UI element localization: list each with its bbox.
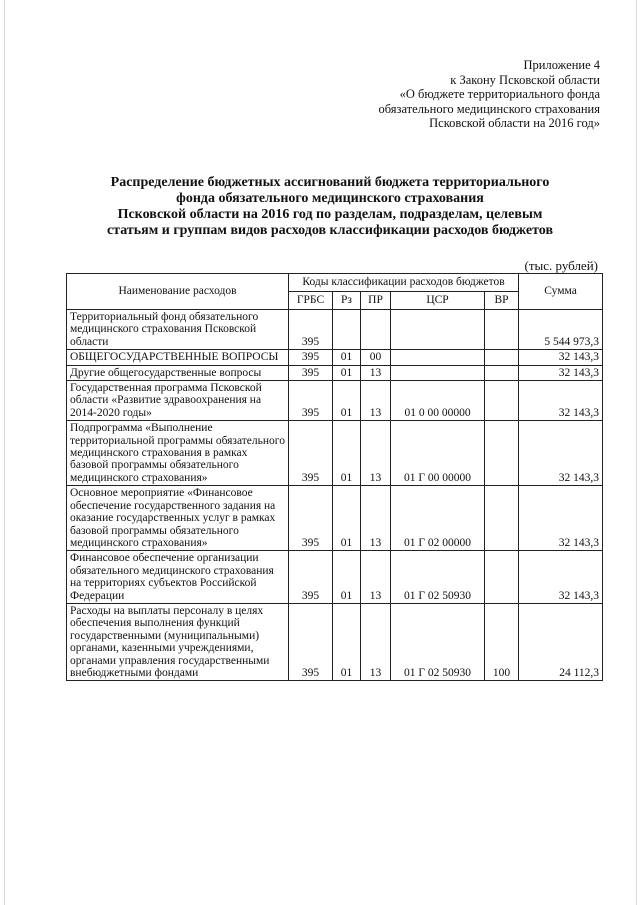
header-csr: ЦСР (391, 292, 485, 310)
row-rz: 01 (333, 381, 361, 421)
row-grbs: 395 (289, 486, 333, 551)
table-row (67, 603, 603, 680)
title-line: статьям и группам видов расходов классификации расходов бюджетов (106, 223, 554, 238)
row-grbs: 395 (289, 310, 333, 350)
row-vr (485, 421, 519, 486)
table-row (67, 350, 603, 365)
row-csr: 01 0 00 00000 (391, 381, 485, 421)
row-pr: 13 (361, 381, 391, 421)
row-grbs: 395 (289, 365, 333, 380)
row-name: Территориальный фонд обязательного медицинского страхования Псковской области (67, 310, 289, 350)
row-grbs: 395 (289, 551, 333, 604)
row-csr (391, 365, 485, 380)
table-row (67, 310, 603, 350)
row-vr (485, 551, 519, 604)
row-name: Основное мероприятие «Финансовое обеспечение государственного задания на оказание государственных услуг в рамках базовой программы обязательного медицинского страхования» (67, 486, 289, 551)
appendix-line: «О бюджете территориального фонда (399, 87, 600, 101)
row-pr: 13 (361, 365, 391, 380)
row-pr: 13 (361, 421, 391, 486)
title-line: Псковской области на 2016 год по разделам, подразделам, целевым (117, 207, 543, 222)
title-line: фонда обязательного медицинского страхования (176, 191, 484, 206)
row-sum: 32 143,3 (519, 365, 603, 380)
header-vr: ВР (485, 292, 519, 310)
budget-table (66, 273, 603, 681)
row-rz: 01 (333, 603, 361, 680)
row-grbs: 395 (289, 421, 333, 486)
row-pr: 00 (361, 350, 391, 365)
row-vr: 100 (485, 603, 519, 680)
row-vr (485, 350, 519, 365)
row-sum: 24 112,3 (519, 603, 603, 680)
units-label: (тыс. рублей) (524, 258, 598, 273)
row-name: ОБЩЕГОСУДАРСТВЕННЫЕ ВОПРОСЫ (67, 350, 289, 365)
row-name: Финансовое обеспечение организации обязательного медицинского страхования на территориях субъектов Российской Федерации (67, 551, 289, 604)
row-name: Расходы на выплаты персоналу в целях обеспечения выполнения функций государственными (муниципальными) органами, казенными учреждениями, органами управления государственными внебюджетными фондами (67, 603, 289, 680)
row-sum: 32 143,3 (519, 486, 603, 551)
row-vr (485, 365, 519, 380)
appendix-line: к Закону Псковской области (450, 72, 600, 87)
row-csr: 01 Г 02 50930 (391, 551, 485, 604)
row-vr (485, 381, 519, 421)
header-rz: Рз (333, 292, 361, 310)
row-pr (361, 310, 391, 350)
row-sum: 32 143,3 (519, 381, 603, 421)
table-row (67, 486, 603, 551)
header-sum: Сумма (519, 274, 603, 310)
row-name: Другие общегосударственные вопросы (67, 365, 289, 380)
document-title (60, 175, 600, 239)
row-csr: 01 Г 02 50930 (391, 603, 485, 680)
row-sum: 5 544 973,3 (519, 310, 603, 350)
row-vr (485, 310, 519, 350)
row-rz (333, 310, 361, 350)
header-name: Наименование расходов (67, 274, 289, 310)
row-sum: 32 143,3 (519, 421, 603, 486)
row-csr: 01 Г 00 00000 (391, 421, 485, 486)
row-rz: 01 (333, 551, 361, 604)
row-rz: 01 (333, 486, 361, 551)
table-header-row (67, 274, 603, 292)
row-rz: 01 (333, 350, 361, 365)
appendix-line: Псковской области на 2016 год» (429, 116, 600, 130)
row-csr (391, 350, 485, 365)
table-row (67, 381, 603, 421)
row-sum: 32 143,3 (519, 551, 603, 604)
row-vr (485, 486, 519, 551)
row-sum: 32 143,3 (519, 350, 603, 365)
row-name: Подпрограмма «Выполнение территориальной программы обязательного медицинского страхования в рамках базовой программы обязательного медицинского страхования» (67, 421, 289, 486)
row-grbs: 395 (289, 381, 333, 421)
row-rz: 01 (333, 421, 361, 486)
row-csr (391, 310, 485, 350)
table-row (67, 421, 603, 486)
row-csr: 01 Г 02 00000 (391, 486, 485, 551)
row-rz: 01 (333, 365, 361, 380)
scan-right-edge (636, 0, 637, 905)
row-name: Государственная программа Псковской области «Развитие здравоохранения на 2014-2020 годы» (67, 381, 289, 421)
appendix-line: Приложение 4 (523, 58, 600, 72)
table-row (67, 551, 603, 604)
scan-left-edge (4, 0, 5, 905)
header-codes-group: Коды классификации расходов бюджетов (289, 274, 519, 292)
appendix-header (280, 58, 600, 131)
table-row (67, 365, 603, 380)
header-grbs: ГРБС (289, 292, 333, 310)
appendix-line: обязательного медицинского страхования (378, 101, 600, 116)
row-pr: 13 (361, 551, 391, 604)
header-pr: ПР (361, 292, 391, 310)
title-line: Распределение бюджетных ассигнований бюджета территориального (110, 175, 550, 190)
row-grbs: 395 (289, 350, 333, 365)
row-grbs: 395 (289, 603, 333, 680)
row-pr: 13 (361, 603, 391, 680)
row-pr: 13 (361, 486, 391, 551)
